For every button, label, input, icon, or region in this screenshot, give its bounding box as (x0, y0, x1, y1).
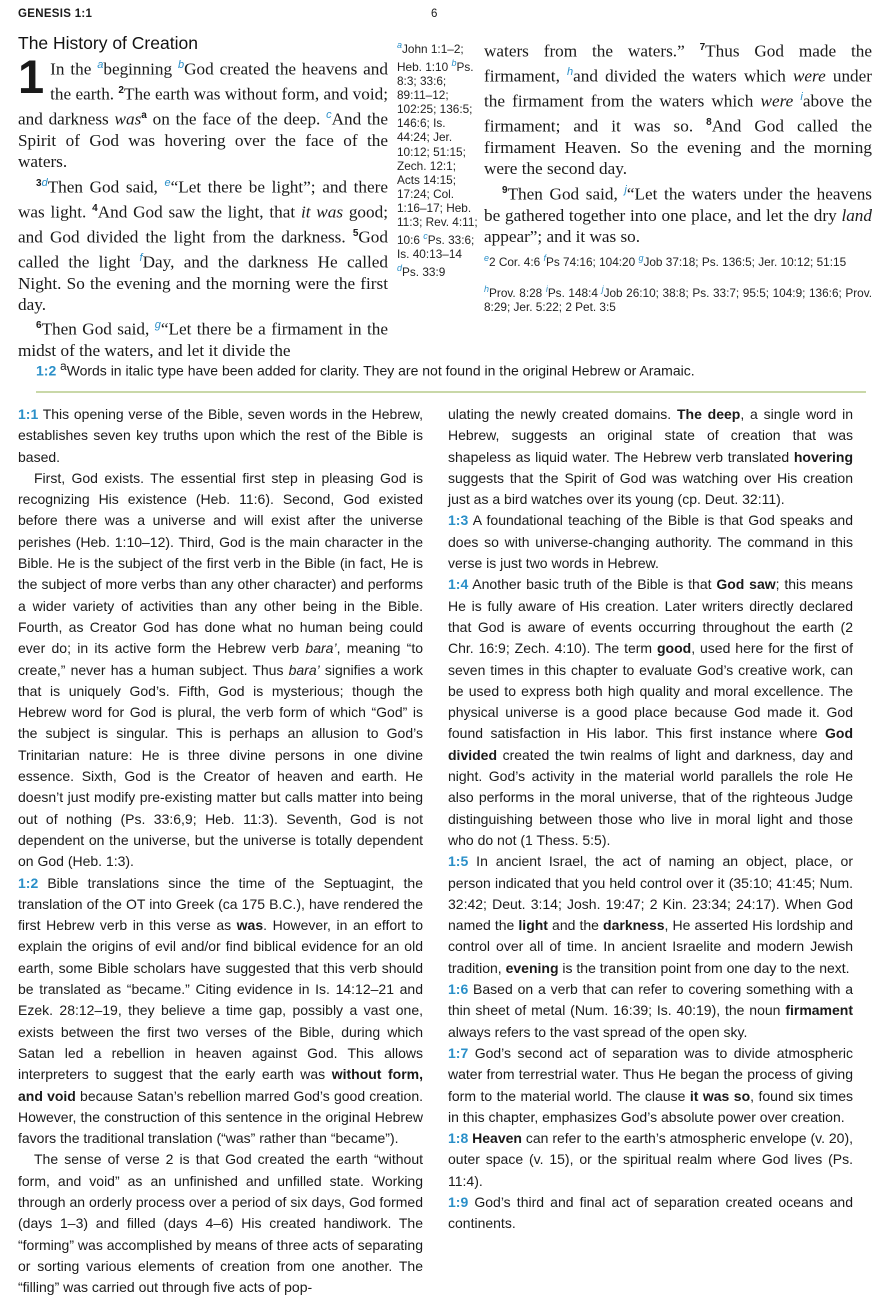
commentary-paragraph (448, 574, 853, 851)
text-run: appear”; and it was so. (484, 227, 641, 247)
cross-reference-letter: c (326, 109, 332, 122)
footnote-marker: a (141, 110, 147, 122)
text-run: Another basic truth of the Bible is that (468, 576, 717, 593)
italic-text: land (841, 205, 872, 225)
cross-reference-text: Ps. 148:4 (547, 285, 598, 300)
text-run: , meaning “to create,” never has a human subject. Thus (18, 640, 424, 678)
cross-reference-text: Ps. 8:3; 33:6; 89:11–12; 102:25; 136:5; 146:6; Is. 44:24; Jer. 10:12; 51:15; Zech. 12:1; Acts 14:15; 17:24; Col. 1:16–17; Heb. 11:3; Rev. 4:11; 10:6 (397, 59, 478, 247)
cross-reference-letter: g (638, 253, 644, 264)
text-run: The earth was without form, and void; and darkness (18, 84, 388, 129)
text-run: And God saw the light, that (97, 202, 301, 222)
text-run: Then God said, (41, 320, 155, 340)
study-commentary (18, 404, 854, 1294)
text-run: The sense of verse 2 is that God created the earth “without form, and void” as an unfinished and unfilled state. Working through an orderly process over a period of six days, God formed (days 1–3) and filled (days 4–6) His created handiwork. The “forming” was accomplished by means of three acts of separating or sorting various elements of creation from one another. The “filling” was carried out through five acts of pop- (18, 1151, 423, 1296)
bold-term: God saw (716, 576, 776, 593)
text-run: God’s second act of separation was to divide atmospheric water from terrestrial water. Thus He began the process of giving form to the material world. The clause (448, 1044, 853, 1104)
footnote-ref: 1:2 (36, 362, 57, 379)
text-run: First, God exists. The essential first step in pleasing God is recognizing His existence (Heb. 11:6). Second, God existed before there was a universe and will exist after the universe perishes (Heb. 1:10–12). Third, God is the main character in the Bible. He is the subject of the first verb in the Bible (in fact, He is the subject of more verbs than any other character) and performs a wider variety of activities than any other being in the Bible. Fourth, as Creator God has done what no human being could ever do; in its active form the Hebrew verb (18, 469, 423, 657)
verse-paragraph (18, 173, 388, 316)
chapter-number: 1 (18, 50, 45, 103)
section-title: The History of Creation (18, 33, 198, 53)
bold-term: Heaven (472, 1130, 522, 1147)
cross-reference-letter: f (139, 251, 143, 264)
commentary-paragraph (18, 1149, 423, 1298)
cross-reference-text: 2 Cor. 4:6 (489, 255, 541, 270)
italic-text: were (760, 91, 794, 111)
italic-text: bara’ (305, 640, 337, 657)
text-run: and divided the waters which (573, 66, 793, 86)
commentary-verse-ref: 1:2 (18, 874, 39, 891)
text-run: Then God said, (47, 177, 165, 197)
italic-text: it was (300, 202, 344, 222)
text-run: Then God said, (507, 184, 625, 204)
bottom-cross-references-2 (484, 282, 872, 315)
text-run: Bible translations since the time of the Septuagint, the translation of the OT into Greek (ca 175 B.C.), have rendered the first Hebrew verb in this verse as (18, 874, 423, 934)
cross-reference-text: Job 26:10; 38:8; Ps. 33:7; 95:5; 104:9; 136:6; Prov. 8:29; Jer. 5:22; 2 Pet. 3:5 (484, 285, 873, 315)
commentary-verse-ref: 1:9 (448, 1193, 469, 1210)
bold-term: darkness (603, 917, 665, 934)
cross-reference (545, 283, 598, 300)
text-run: and the (547, 917, 604, 934)
cross-reference (397, 60, 478, 247)
bold-term: firmament (785, 1002, 853, 1019)
cross-reference-text: Ps. 33:6; Is. 40:13–14 (397, 232, 475, 262)
text-run: , He asserted His lordship and control over all of time. In ancient Israelite and modern Jewish tradition, (448, 917, 853, 976)
commentary-paragraph (18, 404, 423, 468)
verse-number: 7 (699, 42, 706, 53)
cross-reference (543, 255, 635, 269)
cross-reference-letter: i (800, 91, 803, 104)
text-run: waters from the waters.” (484, 41, 700, 61)
bold-term: without form, and void (18, 1066, 423, 1104)
text-run: ; this means He is fully aware of His creation. Later writers directly declared that God is aware of events occurring throughout the earth (2 Chr. 16:9; Zech. 4:10). The term (448, 576, 853, 657)
cross-reference-letter: h (567, 66, 574, 79)
scripture-text (18, 32, 873, 361)
text-run: , a single word in Hebrew, suggests an original state of creation that was shapeless as liquid water. The Hebrew verb translated (448, 406, 853, 465)
italic-text: bara’ (288, 661, 320, 678)
cross-reference (397, 265, 445, 279)
cross-reference-letter: d (397, 263, 403, 274)
text-run: is the transition point from one day to the next. (558, 959, 850, 976)
commentary-column-left (18, 404, 423, 1298)
cross-reference-text: John 1:1–2; Heb. 1:10 (397, 41, 464, 74)
bold-term: hovering (793, 448, 853, 465)
cross-reference-letter: d (41, 176, 48, 189)
verse-paragraph (18, 50, 388, 173)
scripture-column-1 (18, 32, 388, 362)
commentary-verse-ref: 1:4 (448, 576, 469, 593)
cross-reference-text: Job 37:18; Ps. 136:5; Jer. 10:12; 51:15 (643, 255, 847, 270)
commentary-paragraph (448, 1043, 853, 1128)
text-run: This opening verse of the Bible, seven words in the Hebrew, establishes seven key truths upon which the rest of the Bible is based. (18, 406, 423, 465)
text-run: beginning (103, 59, 178, 79)
page-number: 6 (431, 8, 438, 20)
text-run: always refers to the vast spread of the open sky. (448, 1023, 748, 1040)
verse-paragraph (484, 180, 872, 248)
text-run: In ancient Israel, the act of naming an object, place, or person indicated that you held control over it (35:10; 41:45; Num. 32:42; Deut. 3:14; Josh. 19:47; 2 Kin. 23:34; 24:17). When God named the (448, 853, 853, 934)
text-run: “Let the waters under the heavens be gathered together into one place, and let the dry (484, 184, 872, 225)
commentary-paragraph (448, 1128, 853, 1192)
text-run: suggests that the Spirit of God was watching over His creation just as a bird watches over its young (cp. Deut. 32:11). (448, 469, 853, 508)
commentary-verse-ref: 1:8 (448, 1130, 469, 1147)
cross-reference-letter: a (397, 40, 403, 50)
footnote-marker: a (60, 360, 67, 373)
cross-reference-text: Ps. 33:9 (402, 265, 446, 280)
text-run: God created the heavens and the earth. (50, 59, 388, 104)
running-head: GENESIS 1:1 (18, 8, 93, 20)
scripture-col1-paragraphs (18, 50, 388, 362)
text-run: In the (50, 59, 98, 79)
bold-term: God divided (448, 725, 853, 763)
commentary-verse-ref: 1:5 (448, 853, 469, 870)
italic-text: were (792, 66, 826, 86)
text-run: above the firmament; and it was so. (484, 91, 872, 136)
commentary-paragraph (448, 510, 853, 574)
cross-reference-letter: e (484, 253, 490, 264)
commentary-paragraph (18, 468, 423, 873)
bold-term: it was so (689, 1087, 751, 1104)
cross-reference-letter: c (423, 231, 428, 242)
section-divider (36, 391, 866, 393)
text-run: Thus God made the firmament, (484, 41, 872, 86)
cross-reference-letter: j (624, 183, 627, 196)
bold-term: evening (505, 959, 559, 976)
verse-number: 2 (118, 85, 124, 97)
text-run: And God called the firmament Heaven. So the evening and the morning were the second day. (484, 116, 872, 179)
bold-term: light (518, 917, 548, 934)
commentary-column-right (448, 404, 853, 1235)
text-run: And the Spirit of God was hovering over the face of the waters. (18, 109, 388, 172)
text-run: good; and God divided the light from the darkness. (18, 202, 388, 247)
text-run: . However, in an effort to explain the origins of evil and/or find biblical evidence for an old earth, some Bible scholars have suggested that this verb should be translated as “became.” Citing evidence in Is. 14:12–21 and Ezek. 28:12–19, they believe a time gap, possibly a vast one, exists between the first two verses of the Bible, during which Satan led a rebellion in heaven against God. This allows interpreters to suggest that the early earth was (18, 917, 423, 1083)
text-run: Based on a verb that can refer to covering something with a thin sheet of metal (Num. 16:39; Is. 40:19), the noun (448, 981, 853, 1019)
cross-reference-letter: j (601, 283, 604, 294)
commentary-paragraph (448, 1192, 853, 1235)
cross-reference (484, 255, 540, 269)
scripture-column-2 (484, 37, 872, 315)
cross-reference-text: Ps 74:16; 104:20 (545, 255, 636, 270)
text-run: on the face of the deep. (146, 109, 327, 129)
cross-reference-letter: h (484, 283, 490, 294)
cross-reference (638, 255, 846, 269)
footnote-text: Words in italic type have been added for clarity. They are not found in the original Hebrew or Aramaic. (66, 362, 695, 379)
commentary-paragraph (448, 979, 853, 1043)
cross-reference-letter: i (545, 283, 548, 294)
cross-reference-text: Prov. 8:28 (489, 285, 543, 300)
cross-reference-letter: g (154, 319, 161, 332)
bold-term: was (236, 917, 264, 934)
verse-number: 8 (706, 117, 712, 129)
cross-reference-letter: e (164, 176, 171, 189)
text-run: God’s third and final act of separation created oceans and continents. (448, 1193, 853, 1232)
commentary-verse-ref: 1:7 (448, 1044, 469, 1061)
italic-text: was (114, 109, 142, 129)
commentary-verse-ref: 1:6 (448, 981, 469, 998)
commentary-paragraph (18, 873, 423, 1150)
verse-number: 9 (502, 184, 508, 196)
verse-paragraph (18, 315, 388, 361)
text-run: A foundational teaching of the Bible is that God speaks and does so with universe-changing authority. The command in this verse is just two words in Hebrew. (448, 512, 853, 572)
text-run: ulating the newly created domains. (448, 406, 677, 422)
cross-reference-letter: f (543, 253, 546, 264)
text-run: God called the light (18, 227, 388, 272)
text-run: can refer to the earth’s atmospheric envelope (v. 20), outer space (v. 15), or the spiritual realm where God lives (Ps. 11:4). (448, 1130, 853, 1189)
commentary-verse-ref: 1:1 (18, 406, 39, 422)
margin-cross-references (397, 38, 481, 279)
verse-number: 4 (92, 202, 98, 214)
bottom-cross-references-1 (484, 251, 872, 270)
text-run: because Satan’s rebellion marred God’s good creation. However, the construction of this sentence in the original Hebrew favors the traditional translation (“was” rather than “became”). (18, 1087, 423, 1147)
verse-number: 3 (36, 177, 42, 189)
bold-term: The deep (676, 406, 741, 422)
bold-term: good (656, 640, 692, 657)
text-run: Day, and the darkness He called Night. So the evening and the morning were the first day. (18, 252, 388, 315)
text-footnote (36, 360, 866, 379)
cross-reference (484, 283, 873, 315)
commentary-verse-ref: 1:3 (448, 512, 469, 529)
scripture-col2-paragraphs (484, 37, 872, 247)
verse-number: 6 (36, 320, 42, 332)
cross-reference-letter: b (177, 59, 185, 71)
text-run: , found six times in this chapter, emphasizes God’s absolute power over creation. (448, 1087, 854, 1125)
text-run: under the firmament from the waters which (484, 66, 873, 111)
text-run: “Let there be light”; and there was light. (18, 177, 388, 222)
verse-paragraph (484, 37, 872, 180)
text-run: created the twin realms of light and darkness, day and night. God’s activity in the material world parallels the role He also performs in the moral universe, that of the righteous Judge distinguishing between those who live in moral light and those who do not (1 Thess. 5:5). (448, 746, 853, 848)
text-run: signifies a work that is uniquely God’s. Fifth, God is mysterious; though the Hebrew word for God is plural, the verb form of which “God” is the subject is singular. This is perhaps an allusion to God’s Trinitarian nature: He is three divine persons in one divine essence. Sixth, God is the Creator of heaven and earth. He doesn’t just modify pre-existing matter but calls matter into being out of nothing (Ps. 33:6,9; Heb. 11:3). Seventh, God is not dependent on the universe, but the universe is totally dependent on God (Heb. 1:3). (18, 661, 424, 870)
cross-reference-letter: b (451, 58, 457, 69)
text-run: , used here for the first of seven times in this chapter to evaluate God’s creative work, can be used to express both high quality and moral excellence. The physical universe is a good place because God made it. God found satisfaction in His labor. This first instance where (448, 640, 853, 742)
verse-number: 5 (352, 227, 359, 239)
commentary-paragraph (448, 851, 853, 979)
commentary-paragraph (448, 404, 853, 510)
cross-reference-letter: a (97, 59, 104, 71)
cross-reference (484, 283, 543, 300)
text-run: “Let there be a firmament in the midst of the waters, and let it divide the (18, 320, 388, 361)
